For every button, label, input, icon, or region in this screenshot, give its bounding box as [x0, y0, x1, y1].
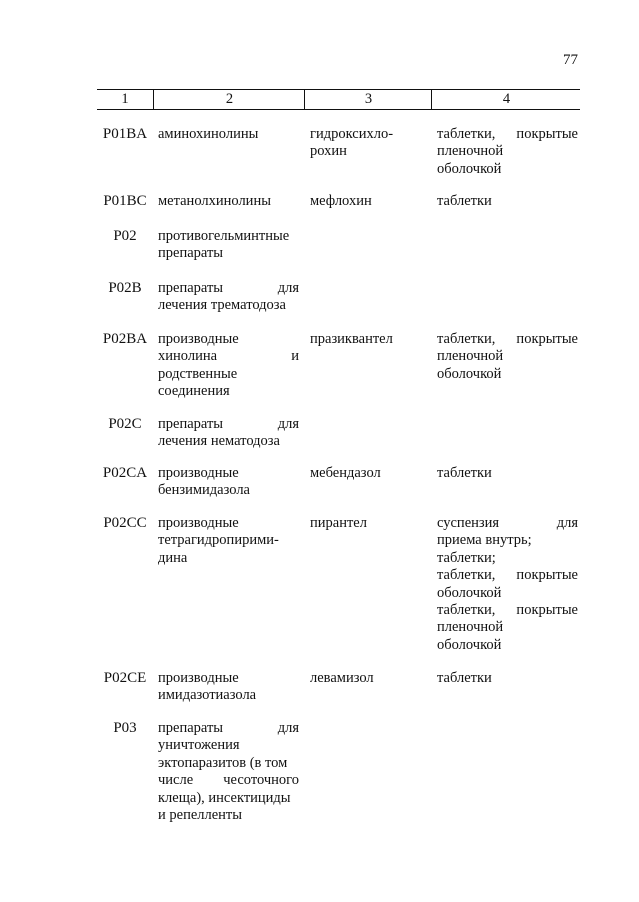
dosage-form-line: таблетки, покрытые: [437, 126, 578, 142]
page-number: 77: [563, 52, 578, 68]
group-name: [158, 228, 299, 263]
group-name-line: и репелленты: [158, 807, 243, 824]
dosage-form-line: таблетки, покрытые: [437, 602, 578, 619]
group-name-line: производные: [158, 465, 239, 481]
group-name-line: бензимидазола: [158, 482, 250, 499]
header-col-2: 2: [153, 90, 305, 109]
dosage-form: [437, 331, 578, 383]
atc-code: P02C: [108, 416, 142, 432]
dosage-form-line: пленочной: [437, 143, 504, 160]
atc-code: P02CE: [103, 670, 147, 686]
dosage-form: [437, 126, 578, 178]
group-name: [158, 465, 299, 500]
dosage-form-line: оболочкой: [437, 636, 502, 653]
group-name: [158, 331, 299, 401]
group-name-line: производные: [158, 515, 239, 531]
group-name: [158, 720, 299, 824]
atc-code: P03: [113, 720, 137, 736]
dosage-form-line: таблетки, покрытые: [437, 331, 578, 347]
dosage-form: [437, 193, 578, 210]
dosage-form-line: суспензия для: [437, 515, 578, 531]
group-name-line: метанолхинолины: [158, 193, 271, 209]
atc-code: P02CA: [102, 465, 148, 481]
atc-code: P02BA: [102, 331, 148, 347]
group-name-line: соединения: [158, 383, 230, 400]
dosage-form-line: оболочкой: [437, 365, 502, 382]
drug-name-line: мефлохин: [310, 193, 372, 209]
group-name-line: препараты для: [158, 280, 299, 296]
dosage-form-line: таблетки: [437, 465, 492, 481]
drug-name: [310, 193, 427, 210]
atc-code: P02B: [108, 280, 142, 296]
drug-name-line: пирантел: [310, 515, 367, 531]
group-name-line: числе чесоточного: [158, 772, 299, 789]
dosage-form-line: приема внутрь;: [437, 532, 532, 549]
drug-name-line: рохин: [310, 143, 347, 160]
drug-name-line: левамизол: [310, 670, 374, 686]
drug-name-line: гидроксихло-: [310, 126, 394, 142]
group-name-line: производные: [158, 670, 239, 686]
group-name-line: тетрагидропирими-: [158, 532, 279, 549]
dosage-form-line: оболочкой: [437, 584, 502, 601]
group-name-line: имидазотиазола: [158, 687, 257, 704]
dosage-form-line: пленочной: [437, 348, 504, 365]
group-name-line: дина: [158, 549, 188, 566]
group-name-line: производные: [158, 331, 239, 347]
group-name-line: противогельминтные: [158, 228, 290, 244]
group-name: [158, 193, 299, 210]
group-name-line: родственные: [158, 365, 238, 382]
group-name: [158, 670, 299, 705]
header-col-1: 1: [121, 91, 129, 107]
group-name-line: хинолина и: [158, 348, 299, 365]
dosage-form-line: таблетки: [437, 670, 492, 686]
drug-name: [310, 331, 427, 348]
dosage-form: [437, 465, 578, 482]
group-name-line: уничтожения: [158, 737, 240, 754]
dosage-form-line: таблетки: [437, 193, 492, 209]
dosage-form-line: пленочной: [437, 619, 504, 636]
dosage-form-line: оболочкой: [437, 160, 502, 177]
drug-name: [310, 465, 427, 482]
atc-code: P02CC: [103, 515, 147, 531]
header-col-4: 4: [431, 90, 581, 109]
group-name-line: лечения трематодоза: [158, 297, 286, 314]
group-name: [158, 280, 299, 315]
dosage-form: [437, 670, 578, 687]
dosage-form-line: таблетки;: [437, 549, 496, 566]
table-header: [97, 89, 580, 110]
atc-code: P02: [113, 228, 137, 244]
header-col-3: 3: [304, 90, 432, 109]
group-name: [158, 126, 299, 143]
group-name-line: препараты для: [158, 416, 299, 432]
dosage-form-line: таблетки, покрытые: [437, 567, 578, 584]
group-name-line: клеща), инсектициды: [158, 789, 291, 806]
group-name: [158, 515, 299, 567]
group-name-line: аминохинолины: [158, 126, 259, 142]
atc-code: P01BA: [102, 126, 148, 142]
atc-code: P01BC: [103, 193, 147, 209]
group-name-line: эктопаразитов (в том: [158, 754, 288, 771]
group-name-line: препараты: [158, 245, 224, 262]
drug-name-line: мебендазол: [310, 465, 381, 481]
drug-name-line: празиквантел: [310, 331, 393, 347]
drug-name: [310, 515, 427, 532]
group-name-line: препараты для: [158, 720, 299, 736]
group-name: [158, 416, 299, 451]
drug-name: [310, 126, 427, 161]
dosage-form: [437, 515, 578, 654]
group-name-line: лечения нематодоза: [158, 433, 280, 450]
drug-name: [310, 670, 427, 687]
